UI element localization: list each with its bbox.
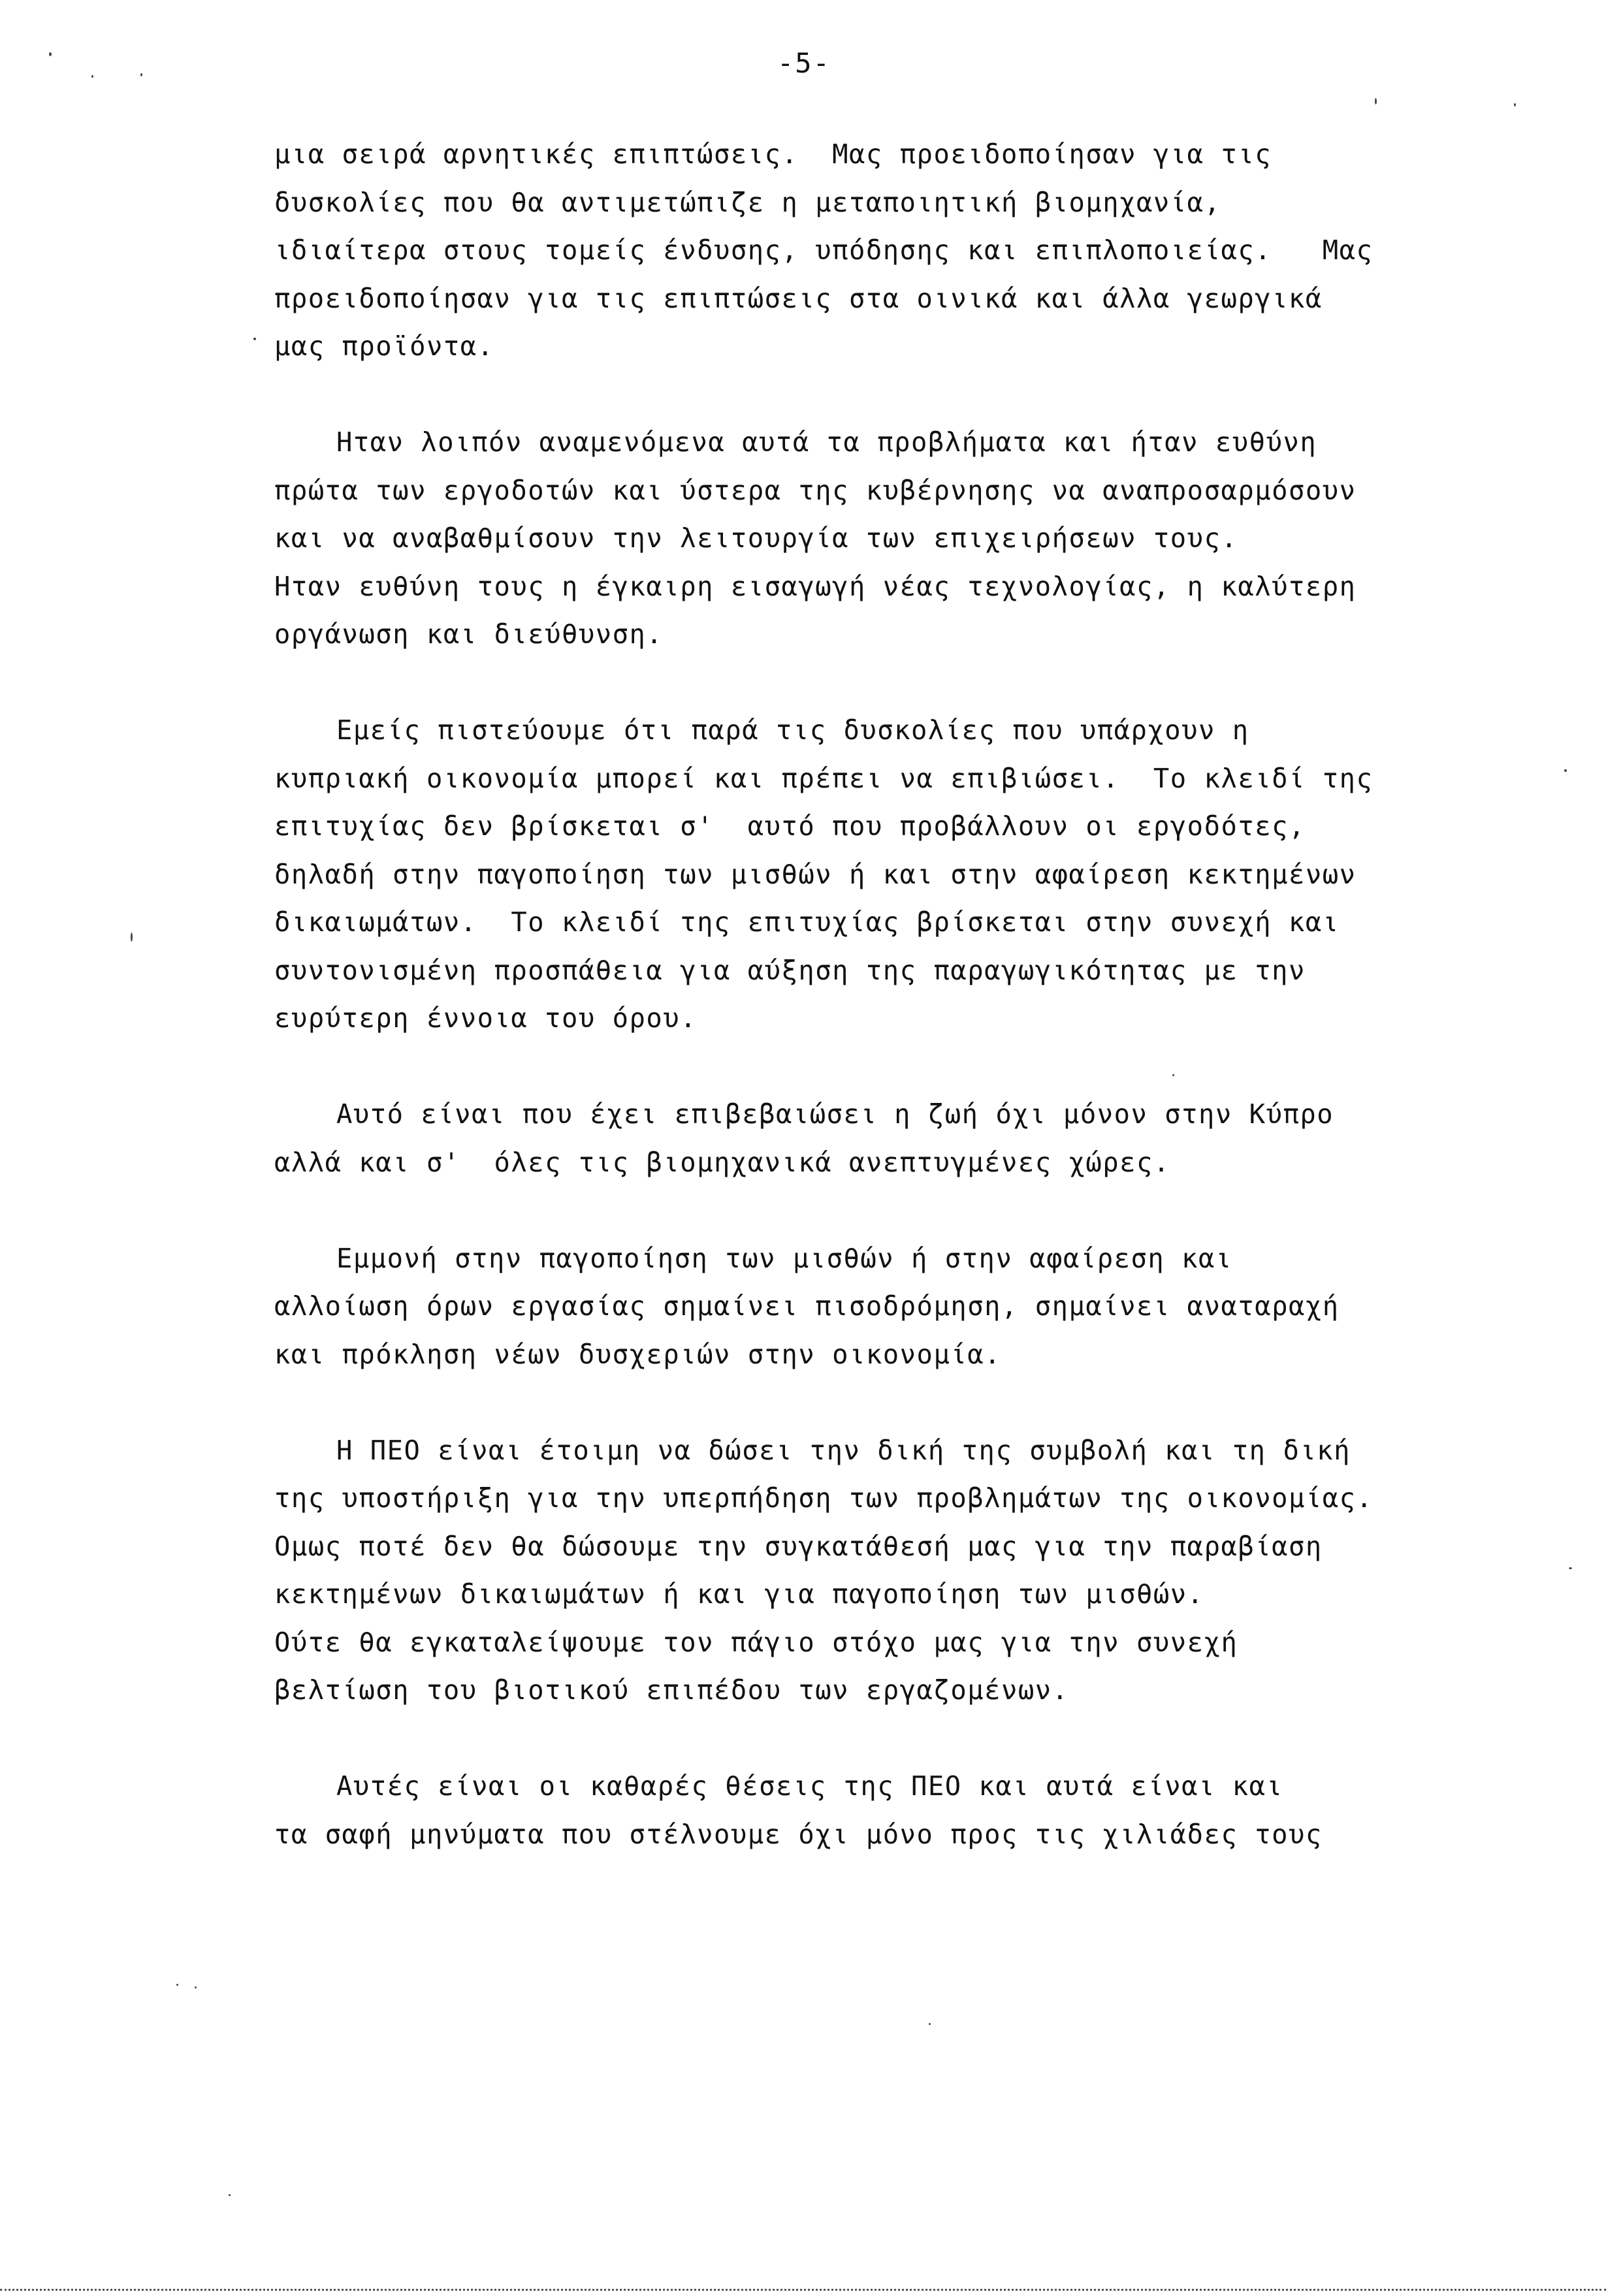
text-line: Ούτε θα εγκαταλείψουμε τον πάγιο στόχο μας για την συνεχή bbox=[274, 1626, 1238, 1658]
text-line: ευρύτερη έννοια του όρου. bbox=[274, 1002, 698, 1034]
paragraph bbox=[274, 1427, 1554, 1715]
paragraph bbox=[274, 419, 1554, 659]
paragraph-gap bbox=[274, 1043, 1554, 1091]
scan-speck bbox=[1564, 769, 1567, 772]
scan-speck bbox=[1569, 1567, 1572, 1569]
text-line: βελτίωση του βιοτικού επιπέδου των εργαζομένων. bbox=[274, 1674, 1069, 1706]
scan-speck bbox=[195, 1986, 197, 1988]
text-line: ιδιαίτερα στους τομείς ένδυσης, υπόδησης και επιπλοποιείας. Μας bbox=[274, 234, 1373, 266]
scan-speck bbox=[229, 2194, 231, 2196]
text-line: δικαιωμάτων. Το κλειδί της επιτυχίας βρίσκεται στην συνεχή και bbox=[274, 906, 1340, 938]
scan-speck bbox=[131, 933, 133, 942]
text-line: πρώτα των εργοδοτών και ύστερα της κυβέρνησης να αναπροσαρμόσουν bbox=[274, 474, 1357, 506]
paragraph-gap bbox=[274, 1187, 1554, 1235]
text-line: οργάνωση και διεύθυνση. bbox=[274, 618, 664, 650]
text-line: αλλοίωση όρων εργασίας σημαίνει πισοδρόμηση, σημαίνει αναταραχή bbox=[274, 1290, 1340, 1322]
paragraph-gap bbox=[274, 1715, 1554, 1763]
paragraph bbox=[274, 1762, 1554, 1858]
paragraph-gap bbox=[274, 371, 1554, 419]
text-line: μας προϊόντα. bbox=[274, 330, 494, 362]
text-line: Αυτές είναι οι καθαρές θέσεις της ΠΕΟ και αυτά είναι και bbox=[336, 1770, 1283, 1802]
text-line: δηλαδή στην παγοποίηση των μισθών ή και στην αφαίρεση κεκτημένων bbox=[274, 858, 1357, 890]
scan-speck bbox=[1514, 103, 1516, 106]
text-line: Ηταν ευθύνη τους η έγκαιρη εισαγωγή νέας τεχνολογίας, η καλύτερη bbox=[274, 570, 1357, 602]
text-line: Αυτό είναι που έχει επιβεβαιώσει η ζωή όχι μόνον στην Κύπρο bbox=[336, 1098, 1334, 1130]
scan-speck bbox=[176, 1984, 178, 1986]
paragraph-gap bbox=[274, 1379, 1554, 1427]
paragraph bbox=[274, 131, 1554, 371]
text-line: προειδοποίησαν για τις επιπτώσεις στα οινικά και άλλα γεωργικά bbox=[274, 282, 1323, 314]
scan-speck bbox=[140, 73, 142, 76]
paragraph-gap bbox=[274, 659, 1554, 707]
text-line: μια σειρά αρνητικές επιπτώσεις. Μας προειδοποίησαν για τις bbox=[274, 138, 1272, 170]
text-line: δυσκολίες που θα αντιμετώπιζε η μεταποιητική βιομηχανία, bbox=[274, 186, 1221, 218]
text-line: και να αναβαθμίσουν την λειτουργία των επιχειρήσεων τους. bbox=[274, 522, 1238, 554]
paragraph bbox=[274, 1091, 1554, 1187]
paragraph bbox=[274, 1235, 1554, 1379]
text-line: κεκτημένων δικαιωμάτων ή και για παγοποίηση των μισθών. bbox=[274, 1578, 1204, 1610]
text-line: επιτυχίας δεν βρίσκεται σ' αυτό που προβάλλουν οι εργοδότες, bbox=[274, 810, 1306, 842]
page-number: -5- bbox=[777, 47, 831, 79]
scan-speck bbox=[929, 2023, 931, 2025]
text-line: της υποστήριξη για την υπερπήδηση των προβλημάτων της οικονομίας. bbox=[274, 1482, 1373, 1514]
text-line: συντονισμένη προσπάθεια για αύξηση της παραγωγικότητας με την bbox=[274, 954, 1306, 986]
text-line: Η ΠΕΟ είναι έτοιμη να δώσει την δική της συμβολή και τη δική bbox=[336, 1434, 1351, 1466]
text-line: και πρόκληση νέων δυσχεριών στην οικονομία. bbox=[274, 1338, 1001, 1370]
scan-speck bbox=[253, 338, 256, 340]
scan-speck bbox=[1172, 1074, 1174, 1076]
text-line: τα σαφή μηνύματα που στέλνουμε όχι μόνο προς τις χιλιάδες τους bbox=[274, 1818, 1323, 1850]
text-line: αλλά και σ' όλες τις βιομηχανικά ανεπτυγμένες χώρες. bbox=[274, 1146, 1170, 1178]
text-line: Ηταν λοιπόν αναμενόμενα αυτά τα προβλήματα και ήταν ευθύνη bbox=[336, 426, 1317, 458]
scan-edge-line bbox=[0, 2289, 1606, 2291]
scan-speck bbox=[49, 52, 52, 56]
paragraph bbox=[274, 707, 1554, 1043]
scan-speck bbox=[91, 75, 93, 78]
text-line: Εμείς πιστεύουμε ότι παρά τις δυσκολίες που υπάρχουν η bbox=[336, 714, 1249, 746]
scan-speck bbox=[1375, 98, 1377, 104]
text-line: κυπριακή οικονομία μπορεί και πρέπει να επιβιώσει. Το κλειδί της bbox=[274, 762, 1373, 794]
text-line: Ομως ποτέ δεν θα δώσουμε την συγκατάθεσή μας για την παραβίαση bbox=[274, 1530, 1323, 1562]
text-line: Εμμονή στην παγοποίηση των μισθών ή στην αφαίρεση και bbox=[336, 1242, 1232, 1274]
document-body bbox=[274, 131, 1554, 1858]
